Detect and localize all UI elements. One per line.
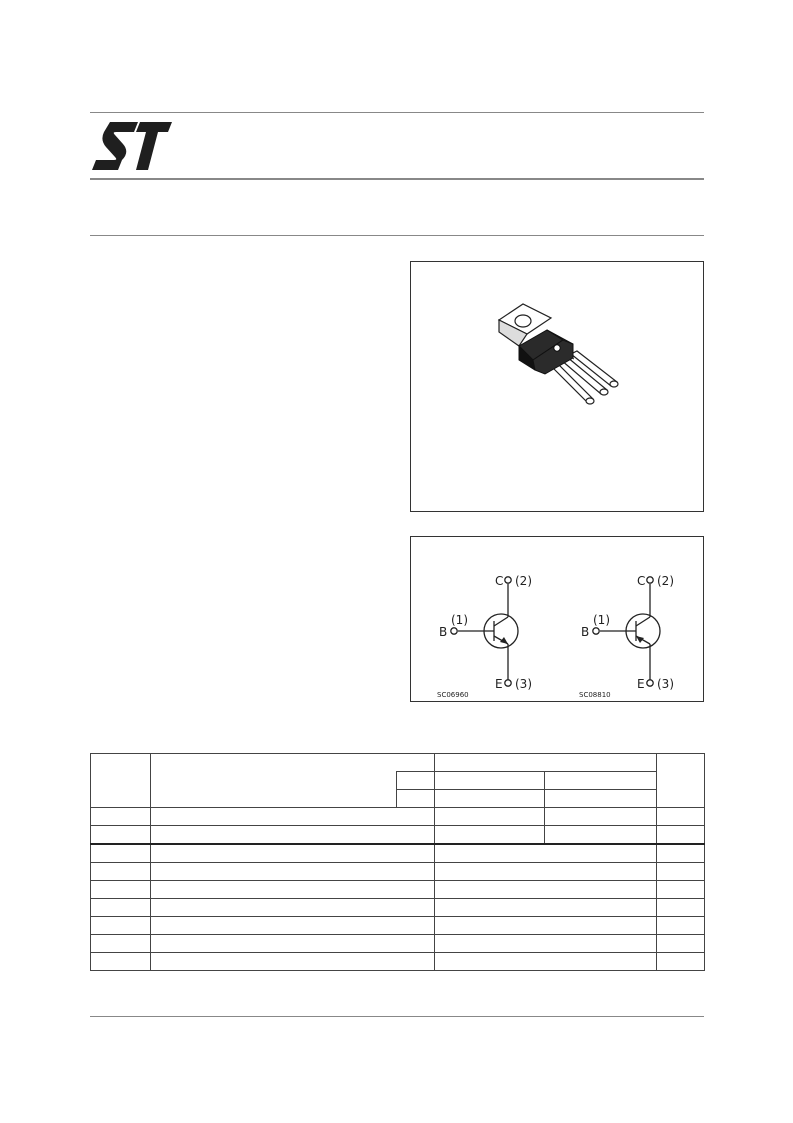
left-emitter-label: E [495,677,503,691]
table-cell [91,826,151,845]
title-rule [90,235,704,236]
table-cell [151,899,435,917]
header-symbol-cell [91,754,151,808]
table-row [91,863,705,881]
table-cell [657,899,705,917]
header-parameter-cell [151,754,435,772]
header-value-cell [435,754,657,772]
table-cell [91,844,151,863]
table-cell [435,953,657,971]
table-cell [657,953,705,971]
header-bottom-rule [90,178,704,180]
right-collector-pin: (2) [657,574,674,588]
right-base-label: B [581,625,590,639]
table-row [91,844,705,863]
table-header-row-1 [91,754,705,772]
right-schematic-code: SC08810 [579,691,611,699]
emitter-arrow-right [636,636,644,643]
table-cell [91,953,151,971]
left-base-pin: (1) [451,613,468,627]
table-header-row-2 [91,772,705,790]
table-cell [657,808,705,826]
header-sub-value-2a [435,790,545,808]
emitter-arrow-left [500,637,508,644]
table-cell [91,808,151,826]
st-logo [92,122,172,170]
table-cell [657,935,705,953]
table-cell [151,953,435,971]
table-cell [435,863,657,881]
table-cell [657,881,705,899]
table-cell [151,881,435,899]
left-collector-label: C [495,574,504,588]
left-base-label: B [439,625,448,639]
table-cell [91,863,151,881]
header-sub-label-2 [397,790,435,808]
left-schematic-code: SC06960 [437,691,469,699]
footer-rule [90,1016,704,1017]
table-cell [435,917,657,935]
table-cell [657,826,705,845]
table-row [91,826,705,845]
right-emitter-pin: (3) [657,677,674,691]
table-row [91,899,705,917]
to-220-package-icon [411,262,705,513]
header-sub-label-1 [397,772,435,790]
table-cell [435,826,545,845]
header-unit-cell [657,754,705,808]
header-sub-value-1a [435,772,545,790]
table-cell [545,808,657,826]
table-cell [435,808,545,826]
table-row [91,917,705,935]
table-cell [151,808,435,826]
table-row [91,953,705,971]
table-cell [657,863,705,881]
table-cell [151,863,435,881]
table-cell [657,917,705,935]
table-cell [151,826,435,845]
table-cell [91,935,151,953]
table-row [91,935,705,953]
table-cell [435,899,657,917]
schematic-diagram [411,537,705,703]
table-cell [657,844,705,863]
package-figure [410,261,704,512]
table-cell [435,935,657,953]
ratings-table [90,753,705,971]
header-sub-value-2b [545,790,657,808]
schematic-figure [410,536,704,702]
table-cell [91,899,151,917]
table-cell [91,917,151,935]
right-emitter-label: E [637,677,645,691]
table-cell [151,935,435,953]
header-sub-value-1b [545,772,657,790]
table-cell [435,881,657,899]
table-cell [151,917,435,935]
table-cell [545,826,657,845]
right-collector-label: C [637,574,646,588]
left-emitter-pin: (3) [515,677,532,691]
table-row [91,808,705,826]
table-cell [151,844,435,863]
table-row [91,881,705,899]
table-cell [435,844,657,863]
header-parameter-span [151,772,397,808]
header-top-rule [90,112,704,113]
left-collector-pin: (2) [515,574,532,588]
right-base-pin: (1) [593,613,610,627]
table-cell [91,881,151,899]
